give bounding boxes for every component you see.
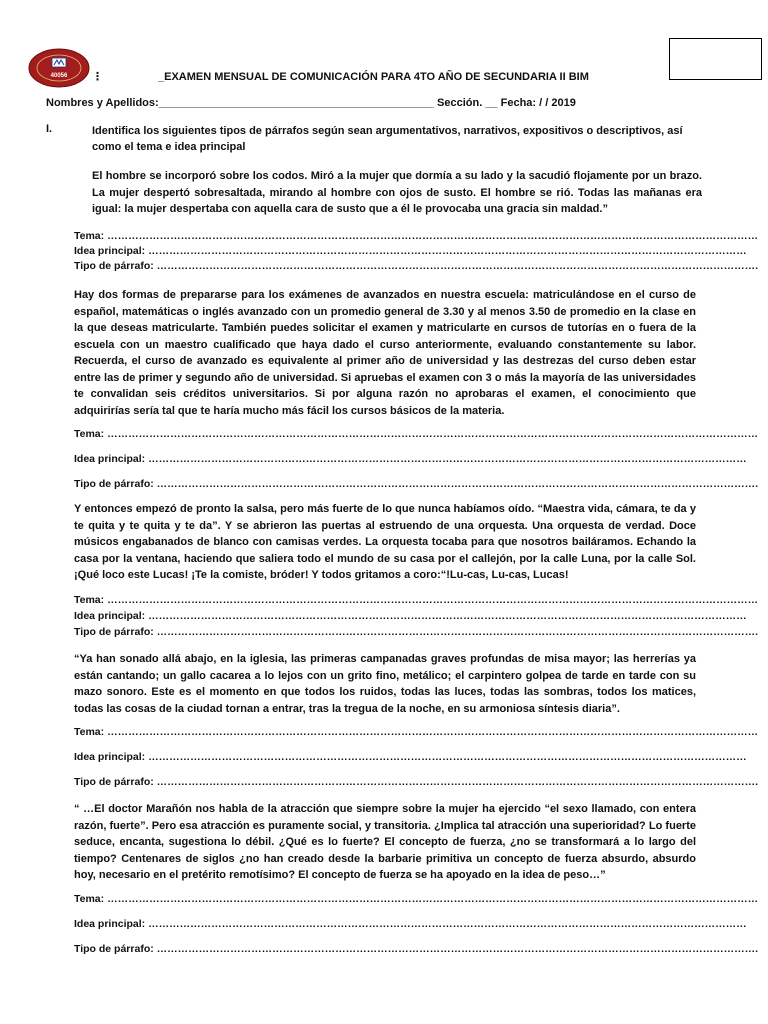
tema-field-5[interactable]: Tema: …………………………………………………………………………………………………………………………………………………………………… <box>74 893 759 905</box>
tema-field-2[interactable]: Tema: …………………………………………………………………………………………………………………………………………………………………… <box>74 428 759 440</box>
exam-title: _EXAMEN MENSUAL DE COMUNICACIÓN PARA 4TO AÑO DE SECUNDARIA II BIM <box>158 71 589 83</box>
tipo-field-1[interactable]: Tipo de párrafo: ………………………………………………………………………………………………………………………………………………………. <box>74 260 759 272</box>
idea-field-3[interactable]: Idea principal: ……………………………………………………………………………………………………………………………………………………… <box>74 610 747 622</box>
idea-field-2[interactable]: Idea principal: ……………………………………………………………………………………………………………………………………………………… <box>74 453 747 465</box>
idea-field-5[interactable]: Idea principal: ……………………………………………………………………………………………………………………………………………………… <box>74 918 747 930</box>
paragraph-3: Y entonces empezó de pronto la salsa, pero más fuerte de lo que nunca habíamos oído. “Maestra vida, cámara, te da y te quita y te quita y te da”. Y se abrieron las puertas al estruendo de una orquesta. Una orquesta de verdad. Doce músicos engabanados de blanco con camisas verdes. La orquesta tocaba para que nosotros bailáramos. Echando la casa por la ventana, haciendo que saliera todo el mundo de su casa por el callejón, por la calle Luna, por la calle Sol. ¡Qué loco este Lucas! ¡Te la comiste, bróder! Y todos gritamos a coro:“!Lu-cas, Lu-cas, Lucas! <box>74 503 696 581</box>
paragraph-2: Hay dos formas de prepararse para los exámenes de avanzados en nuestra escuela: matriculándose en el curso de español, matemáticas o inglés avanzado con un promedio general de 3.30 y al menos 3.50 de promedio en la clase en la que deseas matricularte. También puedes solicitar el examen y matricularte en cursos de tutorías en o fuera de la escuela con un maestro cualificado que haya dado el curso anteriormente, evaluando constantemente su labor. Recuerda, el curso de avanzado es equivalente al primer año de universidad y las destrezas del curso deben estar entre las de primer y segundo año de universidad. Si apruebas el examen con 3 o más la mayoría de las universidades te convalidan seis créditos universitarios. Si por alguna razón no aprobaras el examen, el conocimiento que adquirirías sería tal que te haría mucho más fácil los cursos básicos de la materia. <box>74 289 696 417</box>
idea-field-1[interactable]: Idea principal: ……………………………………………………………………………………………………………………………………………………… <box>74 245 747 257</box>
paragraph-1: El hombre se incorporó sobre los codos. Miró a la mujer que dormía a su lado y la sacudió flojamente por un brazo. La mujer despertó sobresaltada, mirando al hombre con ojos de susto. El hombre se rió. Todas las mañanas era igual: la mujer despertaba con aquella cara de susto que a él le provocaba una gracia sin maldad.” <box>92 170 702 215</box>
tema-field-1[interactable]: Tema: …………………………………………………………………………………………………………………………………………………………………… <box>74 230 759 242</box>
idea-field-4[interactable]: Idea principal: ……………………………………………………………………………………………………………………………………………………… <box>74 751 747 763</box>
tipo-field-3[interactable]: Tipo de párrafo: ………………………………………………………………………………………………………………………………………………………. <box>74 626 759 638</box>
tema-field-4[interactable]: Tema: …………………………………………………………………………………………………………………………………………………………………… <box>74 726 759 738</box>
tema-field-3[interactable]: Tema: …………………………………………………………………………………………………………………………………………………………………… <box>74 594 759 606</box>
dots: ⋮ <box>92 71 103 83</box>
section-numeral: I. <box>46 123 53 135</box>
tipo-field-2[interactable]: Tipo de párrafo: ………………………………………………………………………………………………………………………………………………………. <box>74 478 759 490</box>
tipo-field-5[interactable]: Tipo de párrafo: ………………………………………………………………………………………………………………………………………………………. <box>74 943 759 955</box>
section-instruction: Identifica los siguientes tipos de párrafos según sean argumentativos, narrativos, expositivos o descriptivos, así como el tema e idea principal <box>92 125 683 153</box>
score-box <box>669 38 762 80</box>
paragraph-4: “Ya han sonado allá abajo, en la iglesia, las primeras campanadas graves profundas de misa mayor; las herrerías ya están cantando; un gallo cacarea a lo lejos con un grito fino, metálico; el carpintero golpea de tarde en tarde con su mazo sonoro. Este es el momento en que todos los ruidos, todas las luces, todas las sombras, todos los matices, todas las cosas de la ciudad tornan a entrar, tras la tregua de la noche, en su armoniosa síntesis diaria”. <box>74 653 696 715</box>
paragraph-5: “ …El doctor Marañón nos habla de la atracción que siempre sobre la mujer ha ejercido “el sexo llamado, con entera razón, fuerte”. Pero esa atracción es puramente social, y transitoria. ¿Implica tal atracción una superioridad? Lo fuerte seduce, encanta, sugestiona lo débil. ¿Qué es lo fuerte? El concepto de fuerza, ¿no se transformará a lo largo del tiempo? Centenares de siglos ¿no han creado desde la barbarie primitiva un concepto de fuerza absurdo, absurdo hoy, necesario en el pretérito remotísimo? El concepto de fuerza se ha apoyado en la idea de peso…” <box>74 803 696 881</box>
tipo-field-4[interactable]: Tipo de párrafo: ………………………………………………………………………………………………………………………………………………………. <box>74 776 759 788</box>
logo-number: 40056 <box>50 73 68 79</box>
name-line: Nombres y Apellidos:_____________________________________________ Sección. __ Fecha: / / 2019 <box>46 97 576 109</box>
school-logo <box>28 48 90 88</box>
